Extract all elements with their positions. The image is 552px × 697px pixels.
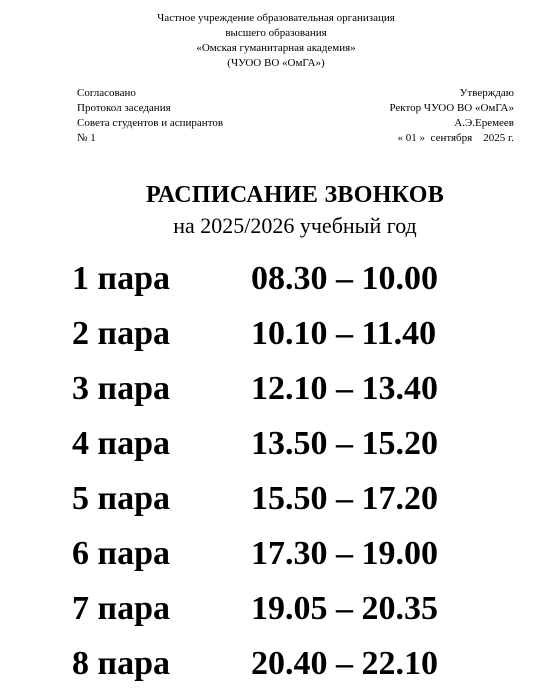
pair-label: 3 пара [72, 370, 170, 407]
schedule-row [72, 532, 492, 587]
protocol-label: Протокол заседания [77, 102, 171, 114]
organization-line-level: высшего образования [225, 27, 327, 39]
page-subtitle: на 2025/2026 учебный год [173, 213, 417, 238]
pair-label: 5 пара [72, 480, 170, 517]
pair-label: 1 пара [72, 260, 170, 297]
organization-header [0, 11, 552, 71]
page-title: РАСПИСАНИЕ ЗВОНКОВ [145, 182, 445, 208]
rector-title: Ректор ЧУОО ВО «ОмГА» [389, 102, 514, 114]
schedule-row [72, 367, 492, 422]
pair-time: 17.30 – 19.00 [251, 535, 438, 572]
pair-time: 08.30 – 10.00 [251, 260, 438, 297]
pair-time: 12.10 – 13.40 [251, 370, 438, 407]
pair-label: 8 пара [72, 645, 170, 682]
agreed-label: Согласовано [77, 87, 136, 99]
agreed-block [77, 86, 223, 146]
pair-time: 13.50 – 15.20 [251, 425, 438, 462]
pair-time: 20.40 – 22.10 [251, 645, 438, 682]
schedule-row [72, 312, 492, 367]
pair-label: 2 пара [72, 315, 170, 352]
approval-date [389, 131, 514, 146]
bell-schedule [72, 257, 492, 697]
approval-month: сентября [430, 132, 473, 144]
pair-time: 19.05 – 20.35 [251, 590, 438, 627]
pair-time: 15.50 – 17.20 [251, 480, 438, 517]
organization-line-abbreviation: (ЧУОО ВО «ОмГА») [227, 57, 325, 69]
schedule-row [72, 587, 492, 642]
approval-day: « 01 » [397, 132, 426, 144]
rector-name: А.Э.Еремеев [454, 117, 514, 129]
schedule-row [72, 477, 492, 532]
protocol-number: № 1 [77, 132, 96, 144]
council-label: Совета студентов и аспирантов [77, 117, 224, 129]
pair-label: 4 пара [72, 425, 170, 462]
approved-block [389, 86, 514, 146]
schedule-row [72, 257, 492, 312]
pair-time: 10.10 – 11.40 [251, 315, 437, 352]
organization-line-name: «Омская гуманитарная академия» [196, 42, 356, 54]
pair-label: 7 пара [72, 590, 170, 627]
approve-label: Утверждаю [459, 87, 514, 99]
approval-year: 2025 г. [483, 132, 514, 144]
organization-line-type: Частное учреждение образовательная организация [157, 12, 395, 24]
schedule-row [72, 422, 492, 477]
pair-label: 6 пара [72, 535, 170, 572]
schedule-row [72, 642, 492, 697]
